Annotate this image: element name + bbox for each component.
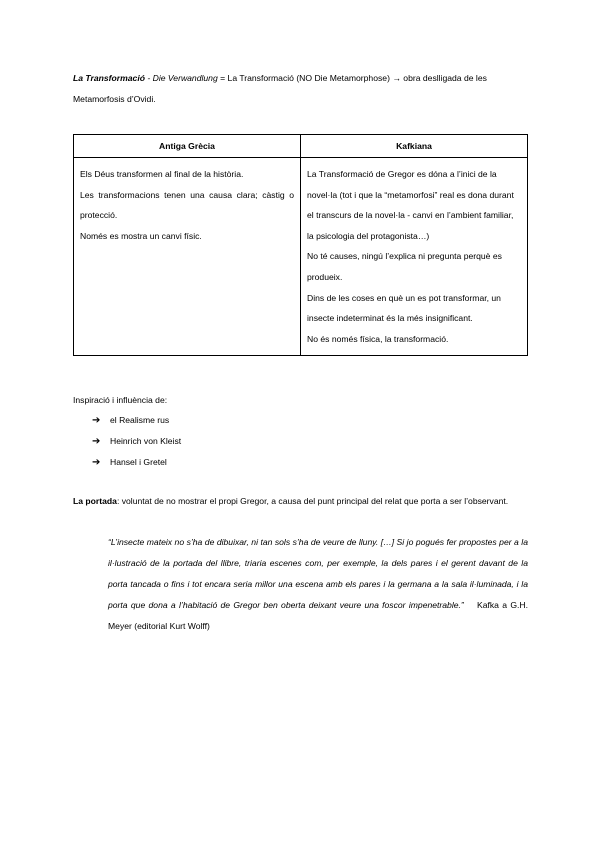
portada-text: : voluntat de no mostrar el propi Gregor, a causa del punt principal del relat que porta a ser l’observant. — [116, 496, 509, 506]
arrow-right-icon: ➔ — [92, 436, 101, 447]
quote-text: “L’insecte mateix no s’ha de dibuixar, ni tan sols s’ha de veure de lluny. […] Si jo pogués fer propostes per a la il·lustració de la portada del llibre, triaria escenes com, per exemple, la dels pares i el gerent davant de la porta tancada o fins i tot encara seria millor una escena amb els pares i la germana a la sala il·luminada, i la porta que dona a l’habitació de Gregor ben oberta deixant veure una foscor impenetrable.” — [108, 537, 528, 610]
text-line: Dins de les coses en què un es pot transformar, un insecte indeterminat és la més insignificant. — [307, 292, 501, 324]
arrow-right-icon: ➔ — [92, 457, 101, 468]
portada-label: La portada — [73, 496, 117, 506]
title-de: Die Verwandlung — [152, 73, 218, 83]
kafka-quote — [108, 532, 528, 637]
header-kafkiana: Kafkiana — [301, 135, 528, 158]
cell-antiga-grecia — [74, 158, 301, 356]
list-item — [92, 410, 181, 431]
list-item — [92, 452, 181, 473]
list-item-label: el Realisme rus — [110, 415, 170, 425]
arrow-right-icon: ➔ — [92, 415, 101, 426]
influence-list — [92, 410, 181, 473]
portada-paragraph — [73, 491, 529, 512]
text-line: Els Déus transformen al final de la història. — [80, 169, 244, 179]
title-ca: La Transformació — [73, 73, 145, 83]
text-line: Només es mostra un canvi físic. — [80, 230, 202, 241]
cell-kafkiana — [301, 158, 528, 356]
text-line: No és només física, la transformació. — [307, 333, 449, 344]
list-item — [92, 431, 181, 452]
intro-paragraph — [73, 68, 529, 110]
header-antiga-grecia: Antiga Grècia — [74, 135, 301, 158]
comparison-table — [73, 134, 528, 356]
list-item-label: Heinrich von Kleist — [110, 436, 182, 446]
text-line: Les transformacions tenen una causa clara; càstig o protecció. — [80, 189, 294, 221]
text-line: La Transformació de Gregor es dóna a l’inici de la novel·la (tot i que la “metamorfosi” real es dona durant el transcurs de la novel·la - canvi en l’ambient familiar, la psicologia del protagonista…) — [307, 169, 514, 241]
title-separator: - — [144, 73, 153, 83]
text-line: No té causes, ningú l’explica ni pregunta perquè es produeix. — [307, 251, 502, 282]
list-item-label: Hansel i Gretel — [110, 457, 167, 467]
quote-attribution: Kafka a G.H. Meyer (editorial Kurt Wolff) — [108, 600, 528, 631]
intro-rest: = La Transformació (NO Die Metamorphose) → obra deslligada de les Metamorfosis d’Ovidi. — [73, 73, 487, 104]
inspiration-heading: Inspiració i influència de: — [73, 395, 168, 405]
